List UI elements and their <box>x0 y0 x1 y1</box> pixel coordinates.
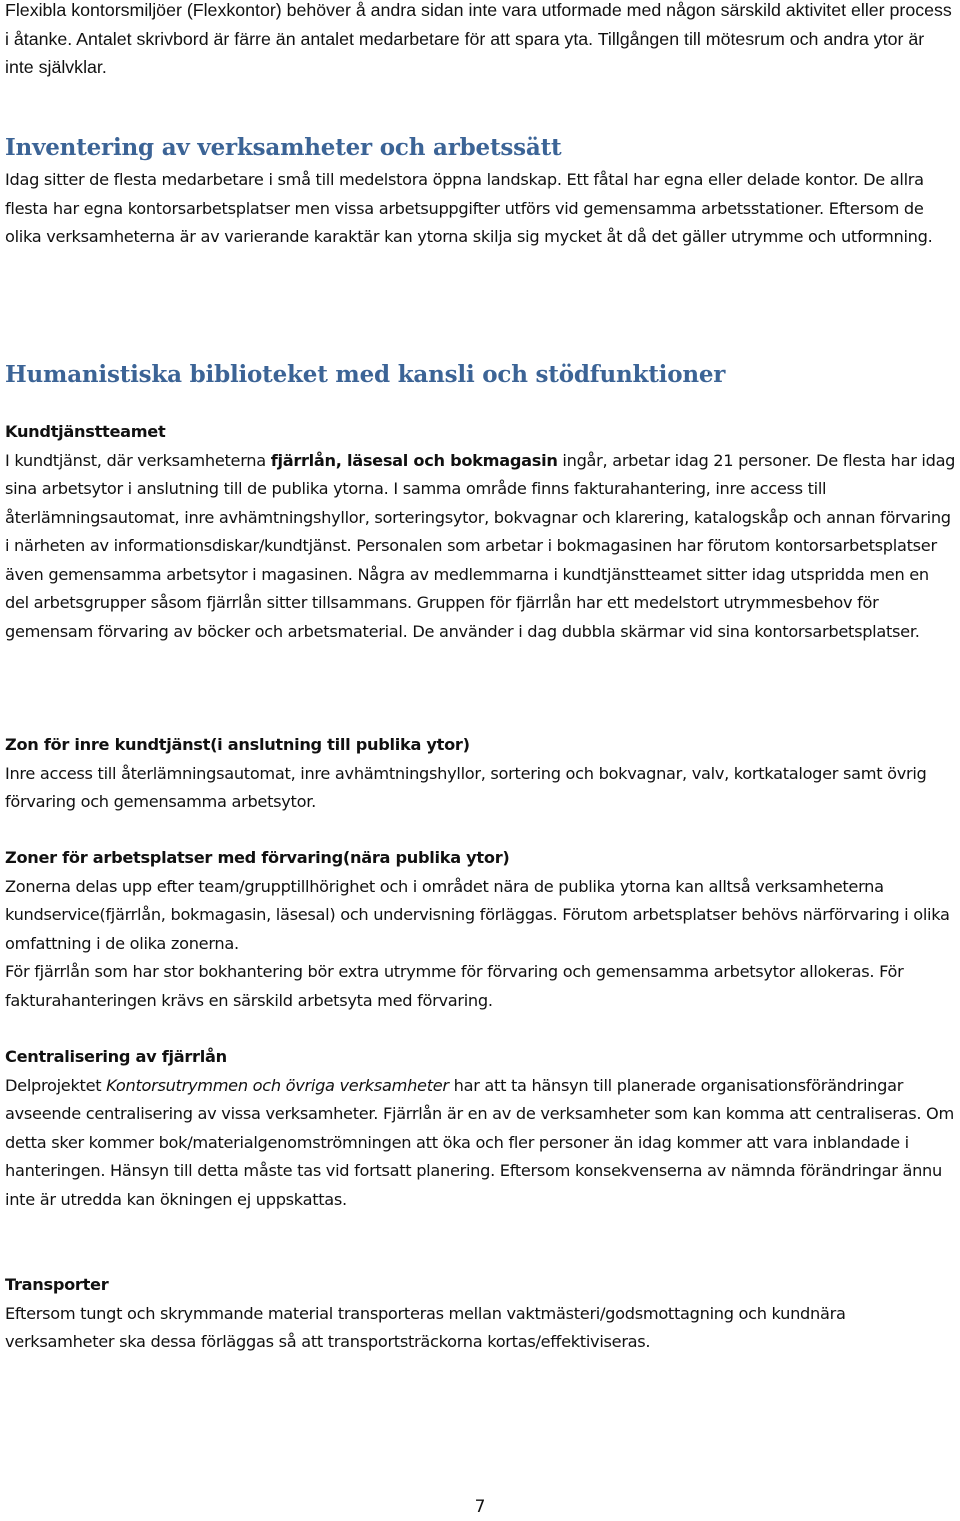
zon-inre-title: Zon för inre kundtjänst(i anslutning till publika ytor) <box>5 735 470 754</box>
page-number: 7 <box>474 1497 486 1517</box>
centralisering-title: Centralisering av fjärrlån <box>5 1047 227 1066</box>
inventering-paragraph: Idag sitter de flesta medarbetare i små till medelstora öppna landskap. Ett fåtal har egna eller delade kontor. De allra flesta har egna kontorsarbetsplatser men vissa arbetsuppgifter utförs vid gemensamma arbetsstationer. Eftersom de olika verksamheterna är av varierande karaktär kan ytorna skilja sig mycket åt då det gäller utrymme och utformning. <box>5 170 933 246</box>
intro-paragraph: Flexibla kontorsmiljöer (Flexkontor) behöver å andra sidan inte vara utformade med någon särskild aktivitet eller process i åtanke. Antalet skrivbord är färre än antalet medarbetare för att spara yta. Tillgången till mötesrum och andra ytor är inte självklar. <box>5 0 952 77</box>
zoner-arbetsplatser-paragraph-1: Zonerna delas upp efter team/grupptillhörighet och i området nära de publika ytorna kan alltså verksamheterna kundservice(fjärrlån, bokmagasin, läsesal) och undervisning förläggas. Förutom arbetsplatser behövs närförvaring i olika omfattning i de olika zonerna. <box>5 876 950 953</box>
centralisering-paragraph <box>5 1072 957 1215</box>
centralisering-text-before: Delprojektet <box>5 1075 107 1095</box>
centralisering-section <box>5 1043 957 1214</box>
kundtjanst-bold-text: fjärrlån, läsesal och bokmagasin <box>270 450 558 470</box>
zoner-arbetsplatser-title: Zoner för arbetsplatser med förvaring(nära publika ytor) <box>5 848 510 867</box>
transporter-section <box>5 1271 957 1357</box>
transporter-paragraph: Eftersom tungt och skrymmande material transporteras mellan vaktmästeri/godsmottagning och kundnära verksamheter ska dessa förläggas så att transportsträckorna kortas/effektiviseras. <box>5 1303 846 1351</box>
zon-inre-section <box>5 731 957 817</box>
section-heading-inventering: Inventering av verksamheter och arbetssätt <box>5 134 562 161</box>
kundtjanst-text-before: I kundtjänst, där verksamheterna <box>5 450 271 470</box>
zoner-arbetsplatser-paragraph-2: För fjärrlån som har stor bokhantering bör extra utrymme för förvaring och gemensamma arbetsytor allokeras. För fakturahanteringen krävs en särskild arbetsyta med förvaring. <box>5 962 904 1010</box>
centralisering-italic-text: Kontorsutrymmen och övriga verksamheter <box>106 1075 449 1095</box>
centralisering-text-after: har att ta hänsyn till planerade organisationsförändringar avseende centralisering av vissa verksamheter. Fjärrlån är en av de verksamheter som kan komma att centraliseras. Om detta sker kommer bok/materialgenomströmningen att öka och fler personer än idag kommer att vara inblandade i hanteringen. Hänsyn till detta måste tas vid fortsatt planering. Eftersom konsekvenserna av nämnda förändringar ännu inte är utredda kan ökningen ej uppskattas. <box>5 1075 954 1209</box>
kundtjanst-section <box>5 418 957 646</box>
zoner-arbetsplatser-section <box>5 844 957 1015</box>
kundtjanst-paragraph <box>5 447 957 647</box>
transporter-title: Transporter <box>5 1275 109 1294</box>
section-heading-humanistiska: Humanistiska biblioteket med kansli och stödfunktioner <box>5 361 726 388</box>
kundtjanst-title: Kundtjänstteamet <box>5 422 166 441</box>
zon-inre-paragraph: Inre access till återlämningsautomat, inre avhämtningshyllor, sortering och bokvagnar, valv, kortkataloger samt övrig förvaring och gemensamma arbetsytor. <box>5 763 927 811</box>
kundtjanst-text-after: ingår, arbetar idag 21 personer. De flesta har idag sina arbetsytor i anslutning till de publika ytorna. I samma område finns fakturahantering, inre access till återlämningsautomat, inre avhämtningshyllor, sorteringsytor, bokvagnar och klarering, katalogskåp och annan förvaring i närheten av informationsdiskar/kundtjänst. Personalen som arbetar i bokmagasinen har förutom kontorsarbetsplatser även gemensamma arbetsytor i magasinen. Några av medlemmarna i kundtjänstteamet sitter idag utspridda men en del arbetsgrupper såsom fjärrlån sitter tillsammans. Gruppen för fjärrlån har ett medelstort utrymmesbehov för gemensam förvaring av böcker och arbetsmaterial. De använder i dag dubbla skärmar vid sina kontorsarbetsplatser. <box>5 450 956 641</box>
